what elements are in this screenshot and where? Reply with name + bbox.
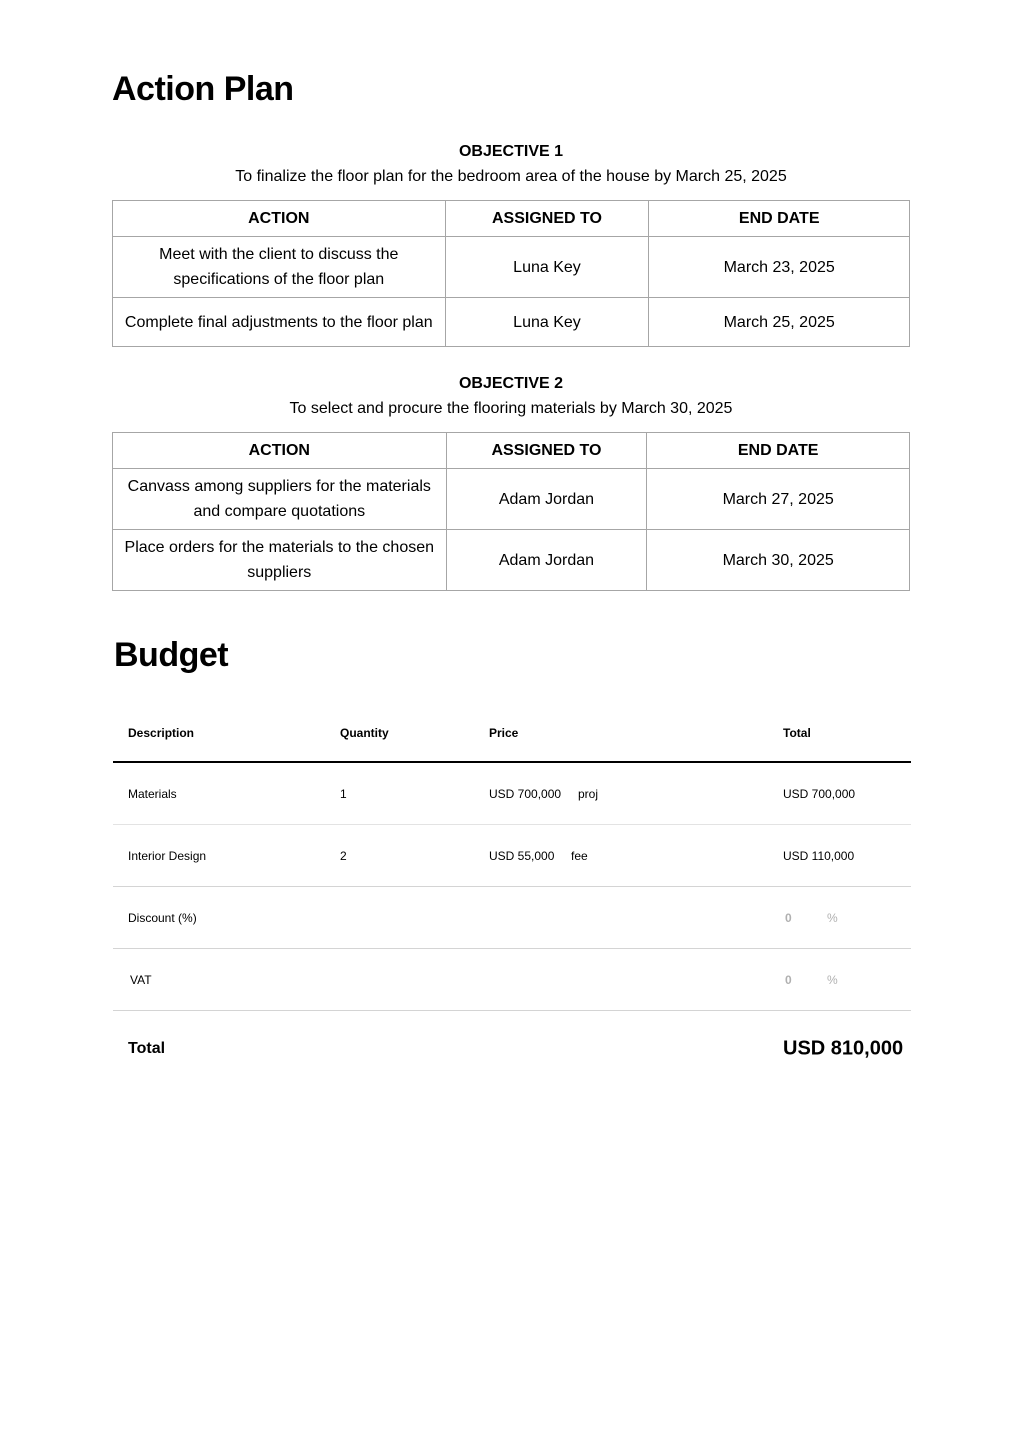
objective-1-description: To finalize the floor plan for the bedroom area of the house by March 25, 2025 [235,168,787,185]
discount-row [113,887,911,949]
action-cell: Canvass among suppliers for the materials and compare quotations [113,469,447,530]
objective-2-description: To select and procure the flooring materials by March 30, 2025 [289,400,733,417]
grand-total-row [113,1011,911,1087]
table-header-row [113,433,910,469]
table-row [113,469,910,530]
assigned-to-cell: Luna Key [445,298,649,347]
vat-label: VAT [130,972,152,987]
item-description: Materials [128,786,177,801]
budget-item-row [113,763,911,825]
item-unit: proj [578,786,599,801]
action-cell: Place orders for the materials to the chosen suppliers [113,530,447,591]
discount-value[interactable]: 0 [785,910,792,925]
column-header-action: ACTION [113,433,447,469]
discount-percent-sign: % [827,910,838,925]
item-unit: fee [571,848,588,863]
column-header-end-date: END DATE [649,201,910,237]
assigned-to-cell: Luna Key [445,237,649,298]
grand-total-value: USD 810,000 [783,1037,904,1060]
grand-total-label: Total [128,1040,166,1057]
item-description: Interior Design [128,848,207,863]
budget-header-row [113,704,911,763]
column-header-quantity: Quantity [340,725,389,740]
item-total: USD 700,000 [783,786,856,801]
item-quantity: 2 [340,848,347,863]
action-cell: Meet with the client to discuss the specifications of the floor plan [113,237,446,298]
column-header-assigned-to: ASSIGNED TO [446,433,647,469]
column-header-assigned-to: ASSIGNED TO [445,201,649,237]
vat-value[interactable]: 0 [785,972,792,987]
action-cell: Complete final adjustments to the floor plan [113,298,446,347]
column-header-total: Total [783,725,811,740]
end-date-cell: March 23, 2025 [649,237,910,298]
item-price: USD 700,000 [489,786,562,801]
item-total: USD 110,000 [783,848,855,863]
budget-table [113,704,911,1087]
objective-2-heading: OBJECTIVE 2 [458,375,564,392]
objective-1-table [112,200,910,347]
item-quantity: 1 [340,786,347,801]
item-price: USD 55,000 [489,848,555,863]
assigned-to-cell: Adam Jordan [446,469,647,530]
vat-row [113,949,911,1011]
column-header-price: Price [489,725,519,740]
end-date-cell: March 25, 2025 [649,298,910,347]
table-header-row [113,201,910,237]
vat-percent-sign: % [827,972,838,987]
budget-title: Budget [114,636,229,674]
table-row [113,530,910,591]
column-header-end-date: END DATE [647,433,910,469]
column-header-action: ACTION [113,201,446,237]
column-header-description: Description [128,725,195,740]
objective-2-table [112,432,910,591]
end-date-cell: March 27, 2025 [647,469,910,530]
action-plan-title: Action Plan [112,70,294,108]
objective-1-heading: OBJECTIVE 1 [458,143,564,160]
budget-item-row [113,825,911,887]
table-row [113,237,910,298]
end-date-cell: March 30, 2025 [647,530,910,591]
table-row [113,298,910,347]
assigned-to-cell: Adam Jordan [446,530,647,591]
discount-label: Discount (%) [128,910,197,925]
